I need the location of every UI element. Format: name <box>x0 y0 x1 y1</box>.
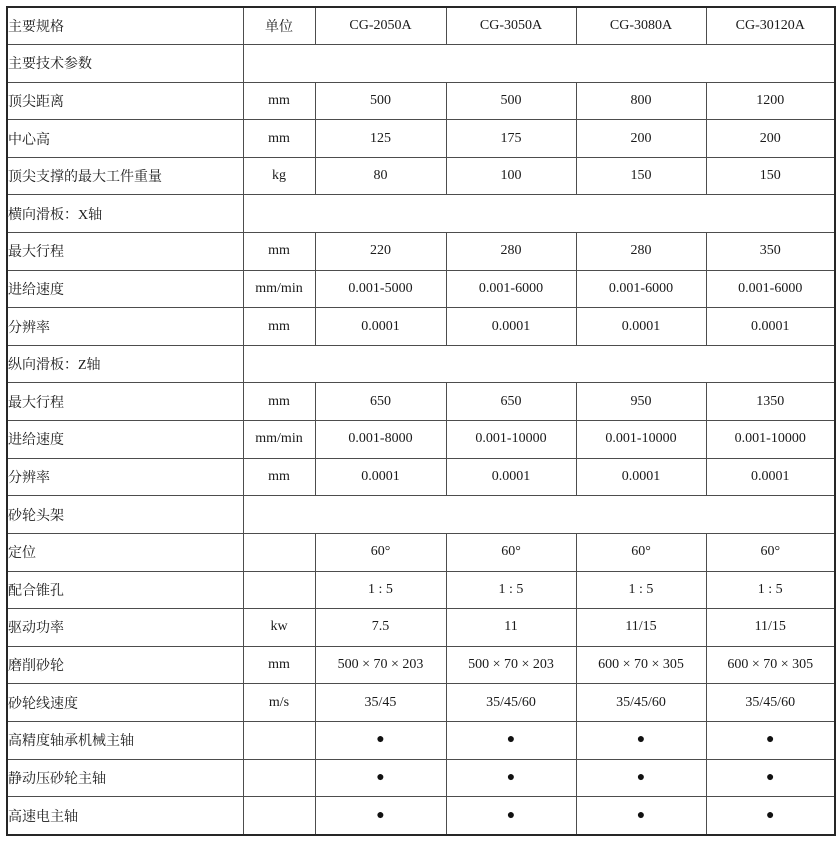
value-cell: 35/45/60 <box>706 684 835 722</box>
unit-cell <box>243 759 315 797</box>
header-model-cg3050a: CG-3050A <box>446 7 576 45</box>
table-row <box>7 383 835 421</box>
unit-cell: mm <box>243 458 315 496</box>
value-cell: 0.001-10000 <box>576 421 706 459</box>
value-cell: 0.0001 <box>576 308 706 346</box>
table-row <box>7 458 835 496</box>
table-row <box>7 797 835 835</box>
row-label: 进给速度 <box>7 421 243 459</box>
value-cell: 0.0001 <box>315 458 446 496</box>
row-label: 顶尖支撑的最大工件重量 <box>7 157 243 195</box>
value-cell: 150 <box>706 157 835 195</box>
spec-table-body <box>7 45 835 836</box>
table-row <box>7 533 835 571</box>
feature-dot-cell: ● <box>576 759 706 797</box>
value-cell: 280 <box>576 233 706 271</box>
unit-cell: mm <box>243 308 315 346</box>
value-cell: 1 : 5 <box>315 571 446 609</box>
value-cell: 650 <box>446 383 576 421</box>
value-cell: 1200 <box>706 82 835 120</box>
table-row <box>7 157 835 195</box>
unit-cell: mm/min <box>243 421 315 459</box>
row-label: 进给速度 <box>7 270 243 308</box>
value-cell: 60° <box>706 533 835 571</box>
value-cell: 7.5 <box>315 609 446 647</box>
value-cell: 280 <box>446 233 576 271</box>
unit-cell <box>243 721 315 759</box>
table-row <box>7 646 835 684</box>
section-spacer-cell <box>243 195 835 233</box>
row-label: 定位 <box>7 533 243 571</box>
feature-dot-cell: ● <box>576 721 706 759</box>
table-row <box>7 421 835 459</box>
row-label: 驱动功率 <box>7 609 243 647</box>
value-cell: 1350 <box>706 383 835 421</box>
value-cell: 0.001-6000 <box>446 270 576 308</box>
table-row <box>7 609 835 647</box>
value-cell: 1 : 5 <box>706 571 835 609</box>
value-cell: 11/15 <box>706 609 835 647</box>
header-model-cg3080a: CG-3080A <box>576 7 706 45</box>
value-cell: 0.001-10000 <box>706 421 835 459</box>
row-label: 分辨率 <box>7 308 243 346</box>
feature-dot-cell: ● <box>446 721 576 759</box>
value-cell: 0.0001 <box>706 458 835 496</box>
value-cell: 100 <box>446 157 576 195</box>
section-row <box>7 45 835 83</box>
header-spec: 主要规格 <box>7 7 243 45</box>
value-cell: 200 <box>706 120 835 158</box>
section-row <box>7 496 835 534</box>
row-label: 高速电主轴 <box>7 797 243 835</box>
feature-dot-cell: ● <box>706 759 835 797</box>
unit-cell <box>243 571 315 609</box>
value-cell: 1 : 5 <box>446 571 576 609</box>
table-row <box>7 308 835 346</box>
row-label: 砂轮头架 <box>7 496 243 534</box>
value-cell: 80 <box>315 157 446 195</box>
unit-cell: mm <box>243 120 315 158</box>
value-cell: 220 <box>315 233 446 271</box>
table-row <box>7 233 835 271</box>
value-cell: 0.0001 <box>446 458 576 496</box>
value-cell: 0.001-6000 <box>576 270 706 308</box>
value-cell: 11/15 <box>576 609 706 647</box>
value-cell: 150 <box>576 157 706 195</box>
value-cell: 60° <box>315 533 446 571</box>
value-cell: 60° <box>576 533 706 571</box>
row-label: 中心高 <box>7 120 243 158</box>
header-model-cg2050a: CG-2050A <box>315 7 446 45</box>
unit-cell: mm <box>243 82 315 120</box>
table-row <box>7 684 835 722</box>
table-row <box>7 759 835 797</box>
header-row <box>7 7 835 45</box>
row-label: 主要技术参数 <box>7 45 243 83</box>
unit-cell <box>243 533 315 571</box>
row-label: 磨削砂轮 <box>7 646 243 684</box>
spec-table-container <box>6 6 836 836</box>
value-cell: 175 <box>446 120 576 158</box>
row-label: 横向滑板：X轴 <box>7 195 243 233</box>
unit-cell: mm <box>243 646 315 684</box>
value-cell: 0.001-6000 <box>706 270 835 308</box>
unit-cell <box>243 797 315 835</box>
feature-dot-cell: ● <box>446 759 576 797</box>
value-cell: 950 <box>576 383 706 421</box>
machine-spec-table <box>6 6 836 836</box>
feature-dot-cell: ● <box>706 721 835 759</box>
row-label: 静动压砂轮主轴 <box>7 759 243 797</box>
table-row <box>7 270 835 308</box>
value-cell: 500 <box>315 82 446 120</box>
feature-dot-cell: ● <box>315 797 446 835</box>
value-cell: 600 × 70 × 305 <box>576 646 706 684</box>
value-cell: 35/45/60 <box>576 684 706 722</box>
value-cell: 600 × 70 × 305 <box>706 646 835 684</box>
feature-dot-cell: ● <box>446 797 576 835</box>
feature-dot-cell: ● <box>706 797 835 835</box>
value-cell: 650 <box>315 383 446 421</box>
value-cell: 500 × 70 × 203 <box>315 646 446 684</box>
unit-cell: mm/min <box>243 270 315 308</box>
value-cell: 35/45/60 <box>446 684 576 722</box>
table-row <box>7 571 835 609</box>
feature-dot-cell: ● <box>315 721 446 759</box>
value-cell: 800 <box>576 82 706 120</box>
feature-dot-cell: ● <box>315 759 446 797</box>
table-row <box>7 82 835 120</box>
row-label: 最大行程 <box>7 233 243 271</box>
value-cell: 60° <box>446 533 576 571</box>
value-cell: 0.0001 <box>446 308 576 346</box>
value-cell: 125 <box>315 120 446 158</box>
value-cell: 500 × 70 × 203 <box>446 646 576 684</box>
row-label: 最大行程 <box>7 383 243 421</box>
row-label: 纵向滑板：Z轴 <box>7 345 243 383</box>
value-cell: 1 : 5 <box>576 571 706 609</box>
section-spacer-cell <box>243 45 835 83</box>
unit-cell: m/s <box>243 684 315 722</box>
table-row <box>7 120 835 158</box>
value-cell: 0.0001 <box>576 458 706 496</box>
table-row <box>7 721 835 759</box>
unit-cell: mm <box>243 233 315 271</box>
value-cell: 0.001-8000 <box>315 421 446 459</box>
header-model-cg30120a: CG-30120A <box>706 7 835 45</box>
unit-cell: mm <box>243 383 315 421</box>
row-label: 高精度轴承机械主轴 <box>7 721 243 759</box>
row-label: 配合锥孔 <box>7 571 243 609</box>
value-cell: 0.001-10000 <box>446 421 576 459</box>
row-label: 砂轮线速度 <box>7 684 243 722</box>
section-row <box>7 345 835 383</box>
value-cell: 500 <box>446 82 576 120</box>
row-label: 顶尖距离 <box>7 82 243 120</box>
value-cell: 350 <box>706 233 835 271</box>
unit-cell: kg <box>243 157 315 195</box>
value-cell: 200 <box>576 120 706 158</box>
unit-cell: kw <box>243 609 315 647</box>
value-cell: 0.0001 <box>706 308 835 346</box>
section-row <box>7 195 835 233</box>
header-unit: 单位 <box>243 7 315 45</box>
value-cell: 0.001-5000 <box>315 270 446 308</box>
value-cell: 0.0001 <box>315 308 446 346</box>
row-label: 分辨率 <box>7 458 243 496</box>
section-spacer-cell <box>243 496 835 534</box>
feature-dot-cell: ● <box>576 797 706 835</box>
value-cell: 35/45 <box>315 684 446 722</box>
value-cell: 11 <box>446 609 576 647</box>
section-spacer-cell <box>243 345 835 383</box>
